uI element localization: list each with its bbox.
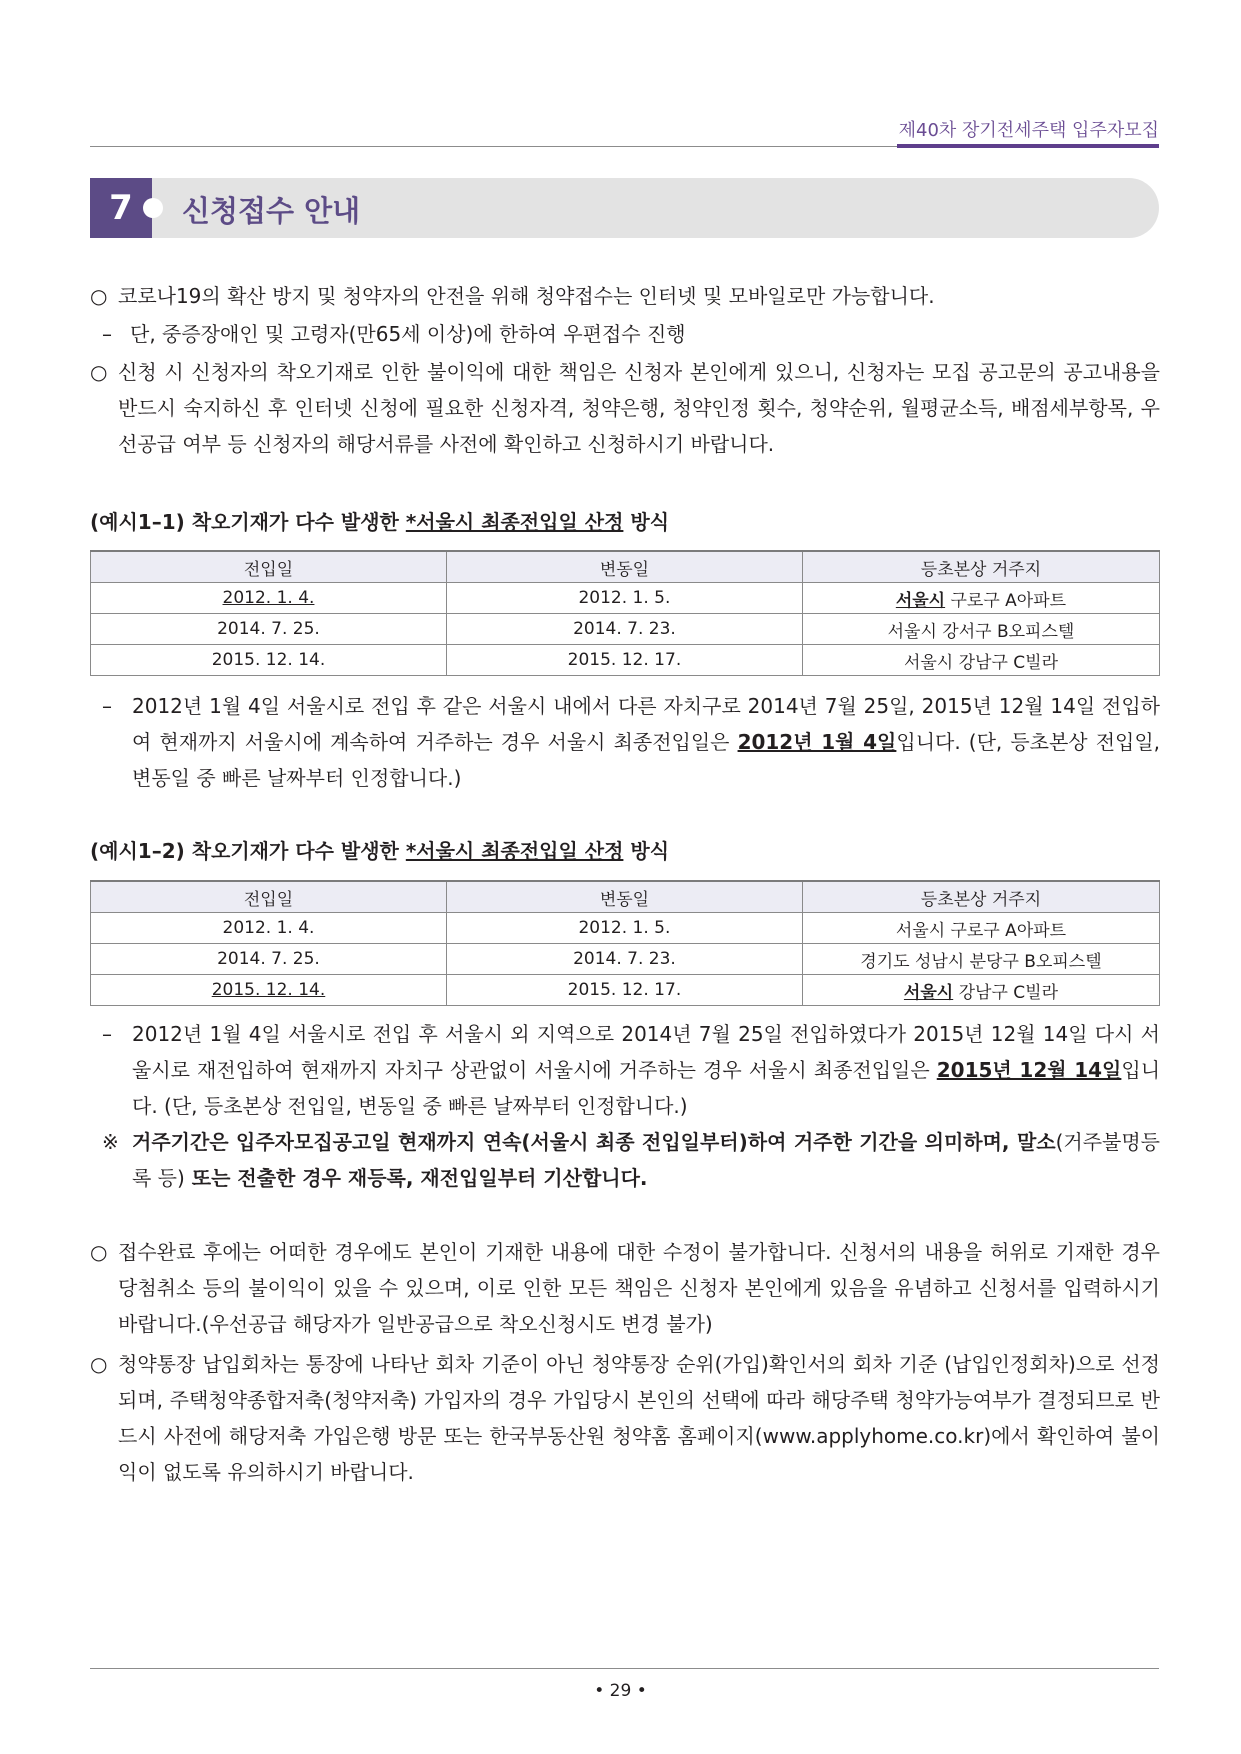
cell-rest: 강남구 C빌라 <box>953 982 1058 1003</box>
column-header: 등초본상 거주지 <box>802 551 1159 583</box>
cell-rest: 구로구 A아파트 <box>945 590 1067 611</box>
sub-bullet-text: 단, 중증장애인 및 고령자(만65세 이상)에 한하여 우편접수 진행 <box>130 322 686 346</box>
intro-bullet-2 <box>90 354 1160 462</box>
dash-mark: – <box>102 1022 112 1046</box>
note-text-pre: 2012년 1월 4일 서울시로 전입 후 같은 서울시 내에서 다른 자치구로 2014년 7월 25일, 2015년 12월 14일 전입하여 현재까지 서울시에 계속하여 거주하는 경우 서울시 최종전입일은 <box>132 694 1160 754</box>
table-row <box>91 645 1160 676</box>
bullet-text: 접수완료 후에는 어떠한 경우에도 본인이 기재한 내용에 대한 수정이 불가합니다. 신청서의 내용을 허위로 기재한 경우 당첨취소 등의 불이익이 있을 수 있으며, 이로 인한 모든 책임은 신청자 본인에게 있음을 유념하고 신청서를 입력하시기 바랍니다.(우선공급 해당자가 일반공급으로 착오신청시도 변경 불가) <box>118 1240 1160 1336</box>
bullet-text: 신청 시 신청자의 착오기재로 인한 불이익에 대한 책임은 신청자 본인에게 있으니, 신청자는 모집 공고문의 공고내용을 반드시 숙지하신 후 인터넷 신청에 필요한 신청자격, 청약은행, 청약인정 횟수, 청약순위, 월평균소득, 배점세부항목, 우선공급 여부 등 신청자의 해당서류를 사전에 확인하고 신청하시기 바랍니다. <box>118 360 1160 456</box>
column-header: 등초본상 거주지 <box>802 881 1159 913</box>
table-cell: 2012. 1. 5. <box>446 583 802 614</box>
example2-title-underlined: *서울시 최종전입일 산정 <box>405 839 624 863</box>
table-row <box>91 975 1160 1006</box>
example2-title <box>90 835 669 864</box>
table-cell: 2014. 7. 25. <box>91 944 447 975</box>
example1-note-text <box>132 688 1160 796</box>
table-cell <box>802 913 1159 944</box>
section-title: 신청접수 안내 <box>182 194 361 228</box>
column-header: 변동일 <box>446 881 802 913</box>
dash-mark: – <box>102 694 112 718</box>
table-cell <box>802 975 1159 1006</box>
table-cell <box>802 944 1159 975</box>
table-cell: 2012. 1. 5. <box>446 913 802 944</box>
notice-bold-1: 거주기간은 입주자모집공고일 현재까지 연속(서울시 최종 전입일부터)하여 거주한 기간을 의미하며, 말소 <box>132 1130 1056 1154</box>
dash-mark: – <box>102 322 112 346</box>
bullet-text: 코로나19의 확산 방지 및 청약자의 안전을 위해 청약접수는 인터넷 및 모바일로만 가능합니다. <box>118 284 935 308</box>
column-header: 전입일 <box>91 881 447 913</box>
example1-title-underlined: *서울시 최종전입일 산정 <box>405 510 624 534</box>
bullet-mark: ○ <box>90 1240 108 1264</box>
notice-text <box>132 1124 1160 1196</box>
intro-sub-bullet <box>90 316 1160 352</box>
header-accent-bar <box>897 144 1159 148</box>
reference-mark: ※ <box>102 1130 119 1154</box>
table-header-row <box>91 551 1160 583</box>
cell-rest: 서울시 구로구 A아파트 <box>895 920 1067 941</box>
closing-bullet-1 <box>90 1234 1160 1342</box>
table-row <box>91 614 1160 645</box>
example2-title-post: 방식 <box>623 839 670 863</box>
example2-note <box>90 1016 1160 1124</box>
table-cell: 2014. 7. 23. <box>446 944 802 975</box>
note-text-post: 입니다. (단, 등초본상 전입일, 변동일 중 빠른 날짜부터 인정합니다.) <box>132 1058 1161 1118</box>
bullet-mark: ○ <box>90 360 108 384</box>
page-number: • 29 • <box>594 1681 647 1701</box>
table-row <box>91 583 1160 614</box>
column-header: 전입일 <box>91 551 447 583</box>
example2-title-pre: (예시1–2) 착오기재가 다수 발생한 <box>90 839 406 863</box>
header-title: 제40차 장기전세주택 입주자모집 <box>898 120 1159 141</box>
table-cell: 2015. 12. 14. <box>91 975 447 1006</box>
table-cell: 2012. 1. 4. <box>91 913 447 944</box>
table-cell: 2014. 7. 25. <box>91 614 447 645</box>
section-dot-icon <box>143 198 163 218</box>
table-cell: 2015. 12. 14. <box>91 645 447 676</box>
intro-bullet-1 <box>90 278 1160 314</box>
cell-bold-part: 서울시 <box>895 590 946 611</box>
example2-table <box>90 880 1160 1006</box>
table-cell <box>802 614 1159 645</box>
bullet-mark: ○ <box>90 1352 108 1376</box>
table-cell: 2015. 12. 17. <box>446 645 802 676</box>
cell-rest: 서울시 강남구 C빌라 <box>903 652 1058 673</box>
note-text-post: 입니다. (단, 등초본상 전입일, 변동일 중 빠른 날짜부터 인정합니다.) <box>132 730 1161 790</box>
table-cell: 2014. 7. 23. <box>446 614 802 645</box>
note-highlight: 2012년 1월 4일 <box>737 730 897 754</box>
example1-title-post: 방식 <box>623 510 670 534</box>
residence-period-notice <box>90 1124 1160 1196</box>
bullet-mark: ○ <box>90 284 108 308</box>
example2-note-text <box>132 1016 1160 1124</box>
notice-normal: (거주불명등록 등) <box>132 1130 1160 1190</box>
note-highlight: 2015년 12월 14일 <box>936 1058 1122 1082</box>
note-text-pre: 2012년 1월 4일 서울시로 전입 후 서울시 외 지역으로 2014년 7월 25일 전입하였다가 2015년 12월 14일 다시 서울시로 재전입하여 현재까지 자치구 상관없이 서울시에 거주하는 경우 서울시 최종전입일은 <box>132 1022 1160 1082</box>
closing-bullet-2 <box>90 1346 1160 1490</box>
column-header: 변동일 <box>446 551 802 583</box>
table-row <box>91 913 1160 944</box>
table-cell: 2015. 12. 17. <box>446 975 802 1006</box>
cell-rest: 서울시 강서구 B오피스텔 <box>887 621 1075 642</box>
example1-note <box>90 688 1160 796</box>
section-number: 7 <box>90 178 152 238</box>
notice-bold-2: 또는 전출한 경우 재등록, 재전입일부터 기산합니다. <box>184 1166 648 1190</box>
table-cell <box>802 645 1159 676</box>
table-header-row <box>91 881 1160 913</box>
cell-bold-part: 서울시 <box>903 982 954 1003</box>
example1-title <box>90 506 669 535</box>
example1-table <box>90 550 1160 676</box>
cell-rest: 경기도 성남시 분당구 B오피스텔 <box>860 951 1102 972</box>
footer-divider <box>90 1668 1159 1669</box>
table-cell <box>802 583 1159 614</box>
table-row <box>91 944 1160 975</box>
bullet-text: 청약통장 납입회차는 통장에 나타난 회차 기준이 아닌 청약통장 순위(가입)확인서의 회차 기준 (납입인정회차)으로 선정되며, 주택청약종합저축(청약저축) 가입자의 경우 가입당시 본인의 선택에 따라 해당주택 청약가능여부가 결정되므로 반드시 사전에 해당저축 가입은행 방문 또는 한국부동산원 청약홈 홈페이지(www.applyhome.co.kr)에서 확인하여 불이익이 없도록 유의하시기 바랍니다. <box>118 1352 1160 1484</box>
example1-title-pre: (예시1–1) 착오기재가 다수 발생한 <box>90 510 406 534</box>
table-cell: 2012. 1. 4. <box>91 583 447 614</box>
